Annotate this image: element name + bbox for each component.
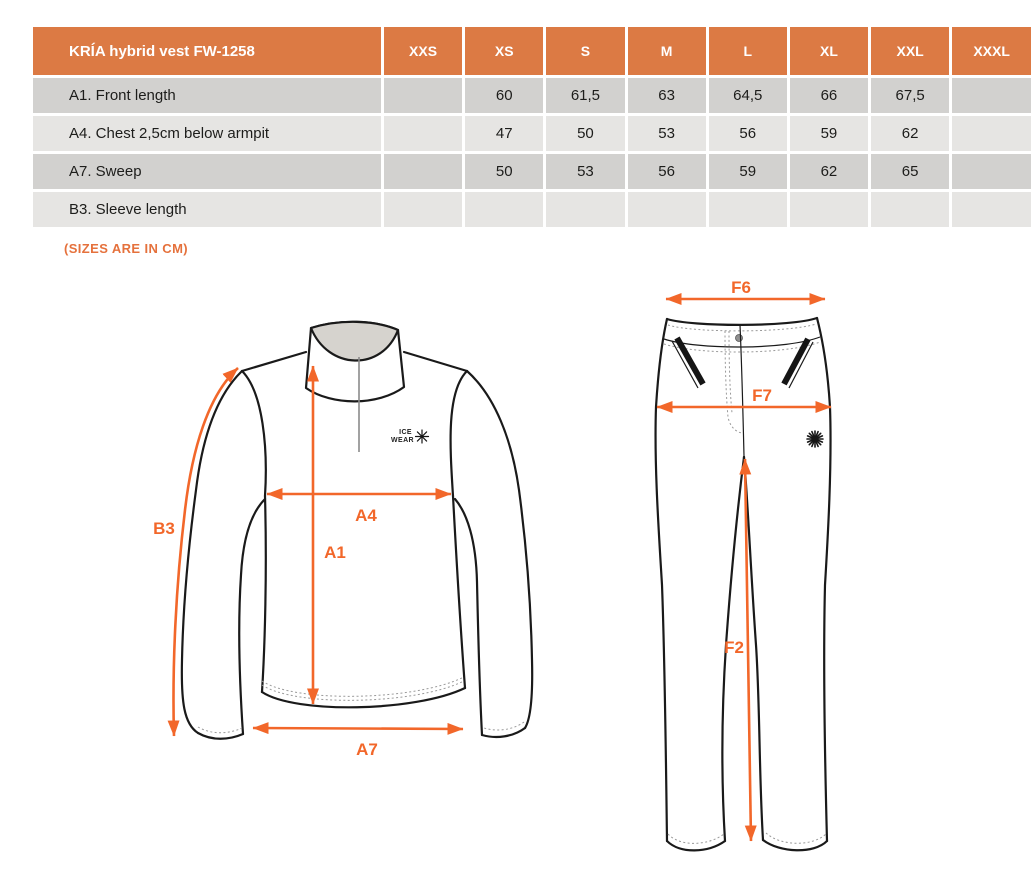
measurement-row — [33, 154, 1031, 189]
size-value-cell: 65 — [871, 154, 949, 189]
size-value-cell: 60 — [465, 78, 543, 113]
size-column-header: S — [546, 27, 624, 75]
size-value-cell — [465, 192, 543, 227]
measurement-label: A4. Chest 2,5cm below armpit — [33, 116, 381, 151]
measurement-row — [33, 116, 1031, 151]
size-column-header: XXL — [871, 27, 949, 75]
size-value-cell: 66 — [790, 78, 868, 113]
a7-arrow — [253, 728, 463, 729]
size-value-cell — [790, 192, 868, 227]
hem-stitch — [262, 677, 464, 696]
hem-edge — [262, 688, 465, 707]
measurement-label-a1: A1 — [324, 543, 346, 562]
size-column-header: L — [709, 27, 787, 75]
left-cuff — [198, 733, 243, 739]
size-value-cell — [384, 78, 462, 113]
size-value-cell: 67,5 — [871, 78, 949, 113]
measurement-label-f2: F2 — [724, 638, 744, 657]
size-value-cell: 53 — [628, 116, 706, 151]
size-table — [30, 24, 1034, 230]
size-value-cell — [952, 78, 1031, 113]
measurement-row — [33, 78, 1031, 113]
waist-top-edge — [667, 318, 817, 325]
center-front-seam — [740, 325, 744, 456]
brand-snowflake-icon — [416, 430, 429, 443]
right-cuff-stitch — [484, 722, 524, 730]
size-column-header: XXXL — [952, 27, 1031, 75]
body-left-edge — [262, 496, 266, 692]
size-column-header: XXS — [384, 27, 462, 75]
size-value-cell: 62 — [871, 116, 949, 151]
right-pocket-opening — [784, 339, 808, 384]
left-hem-stitch — [668, 834, 724, 843]
left-sleeve-outer — [182, 371, 242, 733]
brand-logo-text: WEAR — [391, 437, 414, 444]
left-cuff-stitch — [198, 727, 242, 733]
fly-stitch — [729, 331, 732, 413]
size-value-cell: 59 — [709, 154, 787, 189]
size-value-cell: 47 — [465, 116, 543, 151]
right-hem-stitch — [766, 833, 826, 843]
size-value-cell — [546, 192, 624, 227]
measurement-label-a7: A7 — [356, 740, 378, 759]
left-leg-outer — [656, 319, 667, 841]
size-value-cell — [384, 192, 462, 227]
size-value-cell: 63 — [628, 78, 706, 113]
size-value-cell: 62 — [790, 154, 868, 189]
size-value-cell — [628, 192, 706, 227]
brand-snowflake-icon — [807, 431, 823, 447]
measurement-label: B3. Sleeve length — [33, 192, 381, 227]
size-value-cell — [384, 154, 462, 189]
size-value-cell: 50 — [465, 154, 543, 189]
left-raglan-seam — [242, 371, 266, 496]
measurement-label-f6: F6 — [731, 278, 751, 297]
size-value-cell — [952, 192, 1031, 227]
size-value-cell: 56 — [628, 154, 706, 189]
size-column-header: M — [628, 27, 706, 75]
size-value-cell: 61,5 — [546, 78, 624, 113]
right-raglan-seam — [451, 371, 467, 496]
size-value-cell: 56 — [709, 116, 787, 151]
b3-arrow — [173, 368, 238, 736]
size-column-header: XL — [790, 27, 868, 75]
right-leg-outer — [817, 318, 831, 841]
waist-button — [736, 335, 743, 342]
left-sleeve-inner — [239, 499, 265, 734]
size-value-cell: 50 — [546, 116, 624, 151]
body-right-edge — [453, 496, 465, 688]
size-value-cell — [952, 116, 1031, 151]
size-value-cell — [709, 192, 787, 227]
size-value-cell — [384, 116, 462, 151]
header-row — [33, 27, 1031, 75]
right-sleeve-outer — [467, 371, 532, 728]
brand-logo-text: ICE — [399, 429, 412, 436]
units-caption: (SIZES ARE IN CM) — [64, 241, 189, 256]
size-value-cell: 64,5 — [709, 78, 787, 113]
size-value-cell — [871, 192, 949, 227]
measurement-label-f7: F7 — [752, 386, 772, 405]
size-value-cell: 59 — [790, 116, 868, 151]
left-leg-hem — [667, 841, 725, 850]
right-leg-hem — [763, 840, 827, 850]
measurement-row — [33, 192, 1031, 227]
measurement-label: A7. Sweep — [33, 154, 381, 189]
measurement-label-b3: B3 — [153, 519, 175, 538]
left-shoulder-seam — [242, 352, 306, 371]
right-shoulder-seam — [404, 352, 467, 371]
measurement-label-a4: A4 — [355, 506, 377, 525]
fly-stitch — [725, 331, 742, 433]
size-value-cell: 53 — [546, 154, 624, 189]
size-value-cell — [952, 154, 1031, 189]
table-title: KRÍA hybrid vest FW-1258 — [33, 27, 381, 75]
size-column-header: XS — [465, 27, 543, 75]
measurement-label: A1. Front length — [33, 78, 381, 113]
vest-diagram — [130, 300, 570, 780]
pants-diagram — [628, 275, 853, 870]
